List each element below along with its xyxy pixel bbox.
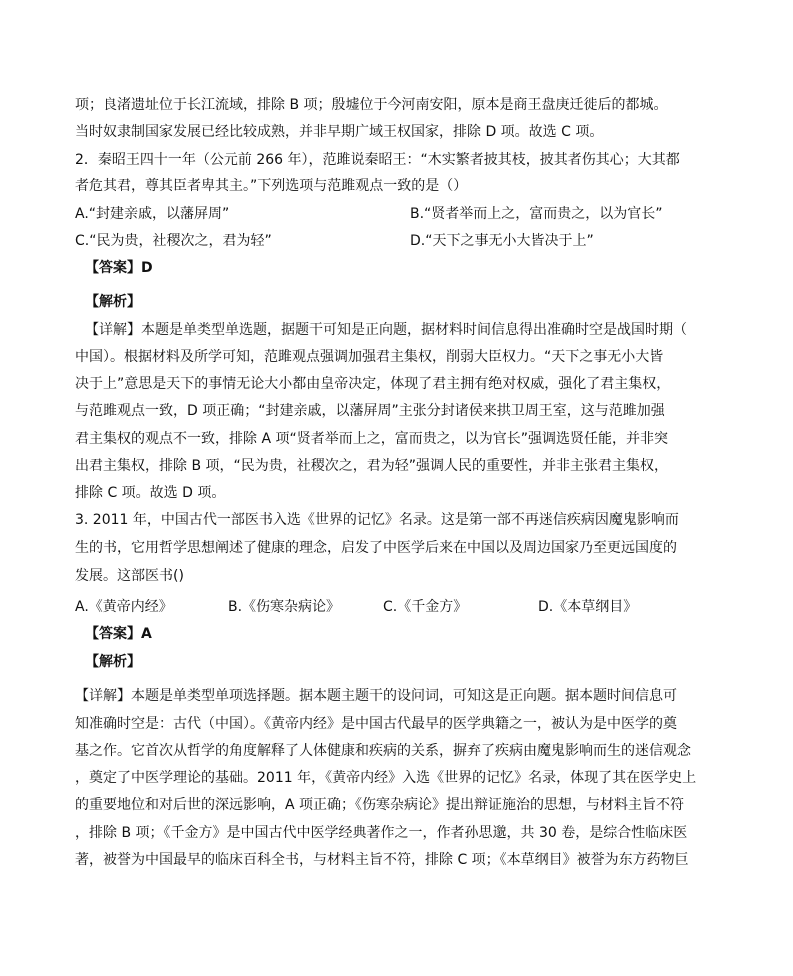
- detail-line: 【详解】本题是单类型单项选择题。据本题主题干的设问词，可知这是正向题。据本题时间信息可: [75, 688, 677, 704]
- detail-line: 【详解】本题是单类型单选题，据题干可知是正向题，据材料时间信息得出准确时空是战国时期（: [85, 322, 687, 338]
- option-d: D.“天下之事无小大皆决于上”: [410, 233, 594, 249]
- question-3-stem: 发展。这部医书(): [75, 568, 184, 584]
- detail-line: 基之作。它首次从哲学的角度解释了人体健康和疾病的关系，摒弃了疾病由魔鬼影响而生的迷信观念: [75, 743, 691, 759]
- option-b: B.《伤寒杂病论》: [228, 599, 341, 615]
- question-3-stem: 3. 2011 年，中国古代一部医书入选《世界的记忆》名录。这是第一部不再迷信疾病因魔鬼影响而: [75, 512, 679, 528]
- question-2-stem: 者危其君，尊其臣者卑其主。”下列选项与范雎观点一致的是（）: [75, 178, 468, 194]
- analysis-label: 【解析】: [85, 294, 141, 310]
- option-b: B.“贤者举而上之，富而贵之，以为官长”: [410, 206, 663, 222]
- option-d: D.《本草纲目》: [538, 599, 638, 615]
- answer-label: 【答案】A: [85, 626, 152, 642]
- detail-line: 中国）。根据材料及所学可知，范雎观点强调加强君主集权，削弱大臣权力。“天下之事无小大皆: [75, 349, 664, 365]
- option-a: A.《黄帝内经》: [75, 599, 173, 615]
- detail-line: 著，被誉为中国最早的临床百科全书，与材料主旨不符，排除 C 项；《本草纲目》被誉为东方药物巨: [75, 852, 689, 868]
- detail-line: ，排除 B 项；《千金方》是中国古代中医学经典著作之一，作者孙思邈，共 30 卷，是综合性临床医: [75, 825, 688, 841]
- option-c: C.“民为贵，社稷次之，君为轻”: [75, 233, 272, 249]
- detail-line: 排除 C 项。故选 D 项。: [75, 485, 226, 501]
- text-line: 项；良渚遗址位于长江流域，排除 B 项；殷墟位于今河南安阳，原本是商王盘庚迁徙后的都城。: [75, 97, 668, 113]
- detail-line: 的重要地位和对后世的深远影响，A 项正确；《伤寒杂病论》提出辩证施治的思想，与材料主旨不符: [75, 797, 685, 813]
- option-a: A.“封建亲戚，以藩屏周”: [75, 206, 230, 222]
- analysis-label: 【解析】: [85, 654, 141, 670]
- question-3-stem: 生的书，它用哲学思想阐述了健康的理念，启发了中医学后来在中国以及周边国家乃至更远国度的: [75, 540, 677, 556]
- detail-line: 决于上”意思是天下的事情无论大小都由皇帝决定，体现了君主拥有绝对权威，强化了君主集权，: [75, 376, 671, 392]
- detail-line: 与范雎观点一致，D 项正确；“封建亲戚，以藩屏周”主张分封诸侯来拱卫周王室，这与范雎加强: [75, 403, 665, 419]
- answer-label: 【答案】D: [85, 260, 153, 276]
- text-line: 当时奴隶制国家发展已经比较成熟，并非早期广域王权国家，排除 D 项。故选 C 项。: [75, 124, 604, 140]
- detail-line: ，奠定了中医学理论的基础。2011 年，《黄帝内经》入选《世界的记忆》名录，体现了其在医学史上: [75, 770, 697, 786]
- question-2-stem: 2．秦昭王四十一年（公元前 266 年），范雎说秦昭王：“木实繁者披其枝，披其者伤其心；大其都: [75, 152, 680, 168]
- detail-line: 出君主集权，排除 B 项，“民为贵，社稷次之，君为轻”强调人民的重要性，并非主张君主集权，: [75, 458, 669, 474]
- detail-line: 君主集权的观点不一致，排除 A 项“贤者举而上之，富而贵之，以为官长”强调选贤任能，并非突: [75, 431, 668, 447]
- detail-line: 知准确时空是：古代（中国）。《黄帝内经》是中国古代最早的医学典籍之一，被认为是中医学的奠: [75, 716, 677, 732]
- option-c: C.《千金方》: [383, 599, 468, 615]
